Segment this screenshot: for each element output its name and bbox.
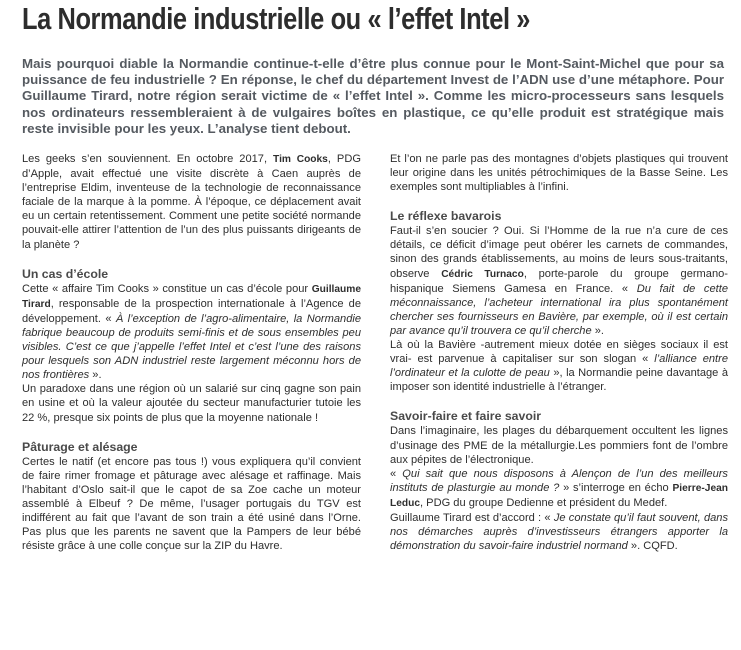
subheading-paturage: Pâturage et alésage	[22, 439, 138, 454]
paragraph: Et l’on ne parle pas des montagnes d’objets plastiques qui trouvent leur origine dans les unités pétrochimiques de la Basse Seine. Les exemples sont multipliables à l’infini.	[390, 153, 728, 194]
left-column	[22, 152, 361, 553]
subheading-savoir-faire: Savoir-faire et faire savoir	[390, 409, 542, 424]
right-column	[390, 152, 728, 553]
person-name: Cédric Turnaco	[441, 268, 524, 280]
subheading-reflexe-bavarois: Le réflexe bavarois	[390, 209, 502, 224]
paragraph: Dans l’imaginaire, les plages du débarquement occultent les lignes d’usinage des PME de la métallurgie.Les pommiers font de l’ombre aux pépites de l’électronique.	[390, 425, 728, 466]
paragraph: « Qui sait que nous disposons à Alençon de l’un des meilleurs instituts de plasturgie au monde ? » s’interroge en écho Pierre-Jean Leduc, PDG du groupe Dedienne et président du Medef.	[390, 467, 728, 509]
article-lead: Mais pourquoi diable la Normandie continue-t-elle d’être plus connue pour le Mont-Saint-Michel que pour sa puissance de feu industrielle ? En réponse, le chef du département Invest de l’ADN use d’une métaphore. Pour Guillaume Tirard, notre région serait victime de « l’effet Intel ». Comme les micro-processeurs sans lesquels nos ordinateurs ressembleraient à de vulgaires boîtes en plastique, ce qu’elle produit est stratégique mais reste invisible pour les yeux. L’analyse tient debout.	[22, 56, 724, 136]
paragraph: Les geeks s’en souviennent. En octobre 2017, Tim Cooks, PDG d’Apple, avait effectué une visite discrète à Caen auprès de l’entreprise Eldim, inventeuse de la technologie de reconnaissance faciale de la marque à la pomme. À l’époque, ce déplacement avait eu un certain retentissement. Comment une petite société normande pouvait-elle attirer l’attention de l’un des plus puissants dirigeants de la planète ?	[22, 153, 361, 251]
person-name: Pierre-Jean Leduc	[390, 482, 728, 509]
paragraph: Là où la Bavière -autrement mieux dotée en sièges sociaux il est vrai- est parvenue à capitaliser sur son slogan « l’alliance entre l’ordinateur et la culotte de peau », la Normandie peine davantage à imposer son identité industrielle à l’étranger.	[390, 339, 728, 394]
subheading-cas-d-ecole: Un cas d’école	[22, 266, 109, 281]
quote: Qui sait que nous disposons à Alençon de l’un des meilleurs instituts de plasturgie au monde ?	[390, 467, 728, 494]
paragraph: Certes le natif (et encore pas tous !) vous expliquera qu’il convient de faire rimer fromage et pâturage avec alésage et raffinage. Mais l’habitant d’Oslo sait-il que le capot de sa Zoe cache un moteur assemblé à Elbeuf ? De même, l’usager portugais du TGV est indifférent au fait que l’avant de son train a été usiné dans l’Orne. Pas plus que les parents ne savent que la Pampers de leur bébé résiste grâce à une colle conçue sur la ZIP du Havre.	[22, 455, 361, 553]
person-name: Tim Cooks	[273, 154, 328, 165]
quote: Du fait de cette méconnaissance, l’acheteur international ira plus spontanément chercher ses fournisseurs en Bavière, par exemple, où il est certain par avance qu’il trouvera ce qu’il cherche	[390, 282, 728, 337]
quote: Je constate qu’il faut souvent, dans nos démarches auprès d’investisseurs étrangers apporter la démonstration du savoir-faire industriel normand	[390, 511, 728, 553]
paragraph: Guillaume Tirard est d’accord : « Je constate qu’il faut souvent, dans nos démarches auprès d’investisseurs étrangers apporter la démonstration du savoir-faire industriel normand ». CQFD.	[390, 511, 728, 553]
paragraph: Faut-il s’en soucier ? Oui. Si l’Homme de la rue n’a cure de ces détails, ce déficit d’image peut obérer les carnets de commandes, sinon des grands établissements, au moins de leurs sous-traitants, observe Cédric Turnaco, porte-parole du groupe germano-hispanique Siemens Gamesa en France. « Du fait de cette méconnaissance, l’acheteur international ira plus spontanément chercher ses fournisseurs en Bavière, par exemple, où il est certain par avance qu’il trouvera ce qu’il cherche ».	[390, 225, 729, 337]
paragraph: Cette « affaire Tim Cooks » constitue un cas d’école pour Guillaume Tirard, responsable de la prospection internationale à l’Agence de développement. « À l’exception de l’agro-alimentaire, la Normandie fabrique beaucoup de produits semi-finis et de sous ensembles peu visibles. C’est ce que j’appelle l’effet Intel et c’est l’une des raisons pour lesquels son ADN industriel reste largement méconnu hors de nos frontières ».	[22, 282, 361, 382]
article-title: La Normandie industrielle ou « l’effet Intel »	[22, 1, 531, 36]
paragraph: Un paradoxe dans une région où un salarié sur cinq gagne son pain en usine et où la valeur ajoutée du secteur manufacturier tutoie les 22 %, presque six points de plus que la moyenne nationale !	[22, 383, 361, 424]
quote: l’alliance entre l’ordinateur et la culotte de peau	[390, 353, 728, 380]
quote: À l’exception de l’agro-alimentaire, la Normandie fabrique beaucoup de produits semi-finis et de sous ensembles peu visibles. C’est ce que j’appelle l’effet Intel et c’est l’une des raisons pour lesquels son ADN industriel reste largement méconnu hors de nos frontières	[22, 312, 361, 382]
person-name: Guillaume Tirard	[22, 283, 361, 310]
